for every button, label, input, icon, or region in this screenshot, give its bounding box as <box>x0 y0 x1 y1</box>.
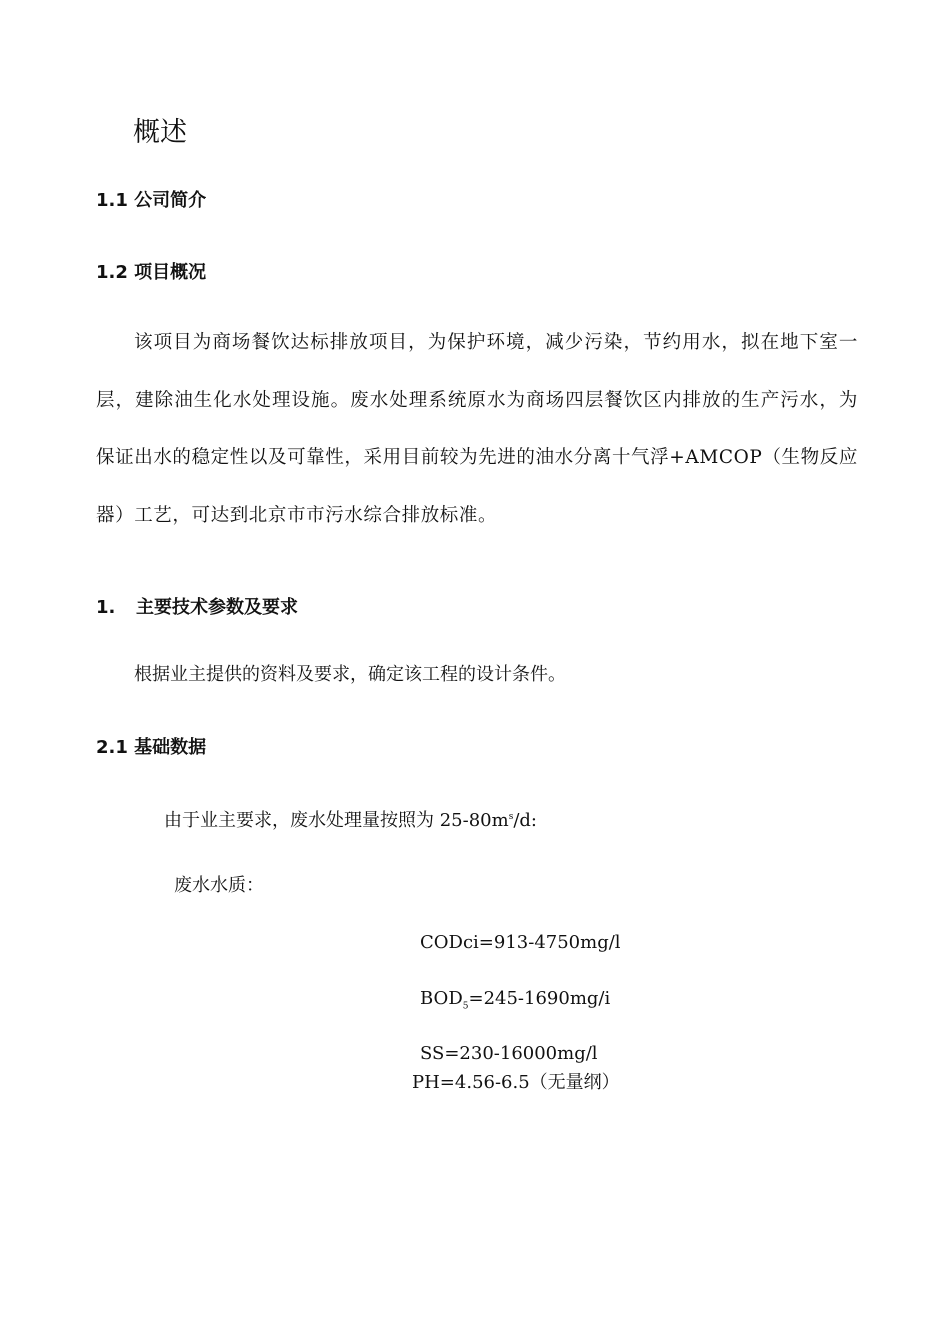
volume-suffix: /d: <box>513 810 537 831</box>
section-heading-company-profile: 1.1 公司简介 <box>96 190 207 211</box>
design-conditions-intro: 根据业主提供的资料及要求，确定该工程的设计条件。 <box>134 664 566 685</box>
bod-value <box>420 988 610 1012</box>
section-heading-basic-data: 2.1 基础数据 <box>96 737 207 758</box>
treatment-volume-text <box>164 806 537 832</box>
ss-value: SS=230-16000mg/l <box>420 1043 598 1064</box>
volume-superscript: s <box>508 812 514 822</box>
bod-suffix: =245-1690mg/i <box>468 988 611 1009</box>
cod-value: CODci=913-4750mg/l <box>420 932 621 953</box>
section-title: 主要技术参数及要求 <box>136 597 298 618</box>
ph-value: PH=4.56-6.5（无量纲） <box>412 1072 620 1093</box>
project-overview-paragraph: 该项目为商场餐饮达标排放项目，为保护环境，减少污染，节约用水，拟在地下室一层，建除油生化水处理设施。废水处理系统原水为商场四层餐饮区内排放的生产污水，为保证出水的稳定性以及可靠性，采用目前较为先进的油水分离十气浮+AMCOP（生物反应器）工艺，可达到北京市市污水综合排放标准。 <box>96 332 858 526</box>
bod-prefix: BOD <box>420 988 463 1009</box>
bod-subscript: 5 <box>462 1001 469 1012</box>
page-title: 概述 <box>133 117 187 148</box>
section-heading-technical-parameters <box>96 593 298 619</box>
section-heading-project-overview: 1.2 项目概况 <box>96 262 207 283</box>
section-number: 1. <box>96 597 116 618</box>
volume-prefix: 由于业主要求，废水处理量按照为 25-80m <box>164 810 509 831</box>
water-quality-label: 废水水质： <box>174 875 264 896</box>
